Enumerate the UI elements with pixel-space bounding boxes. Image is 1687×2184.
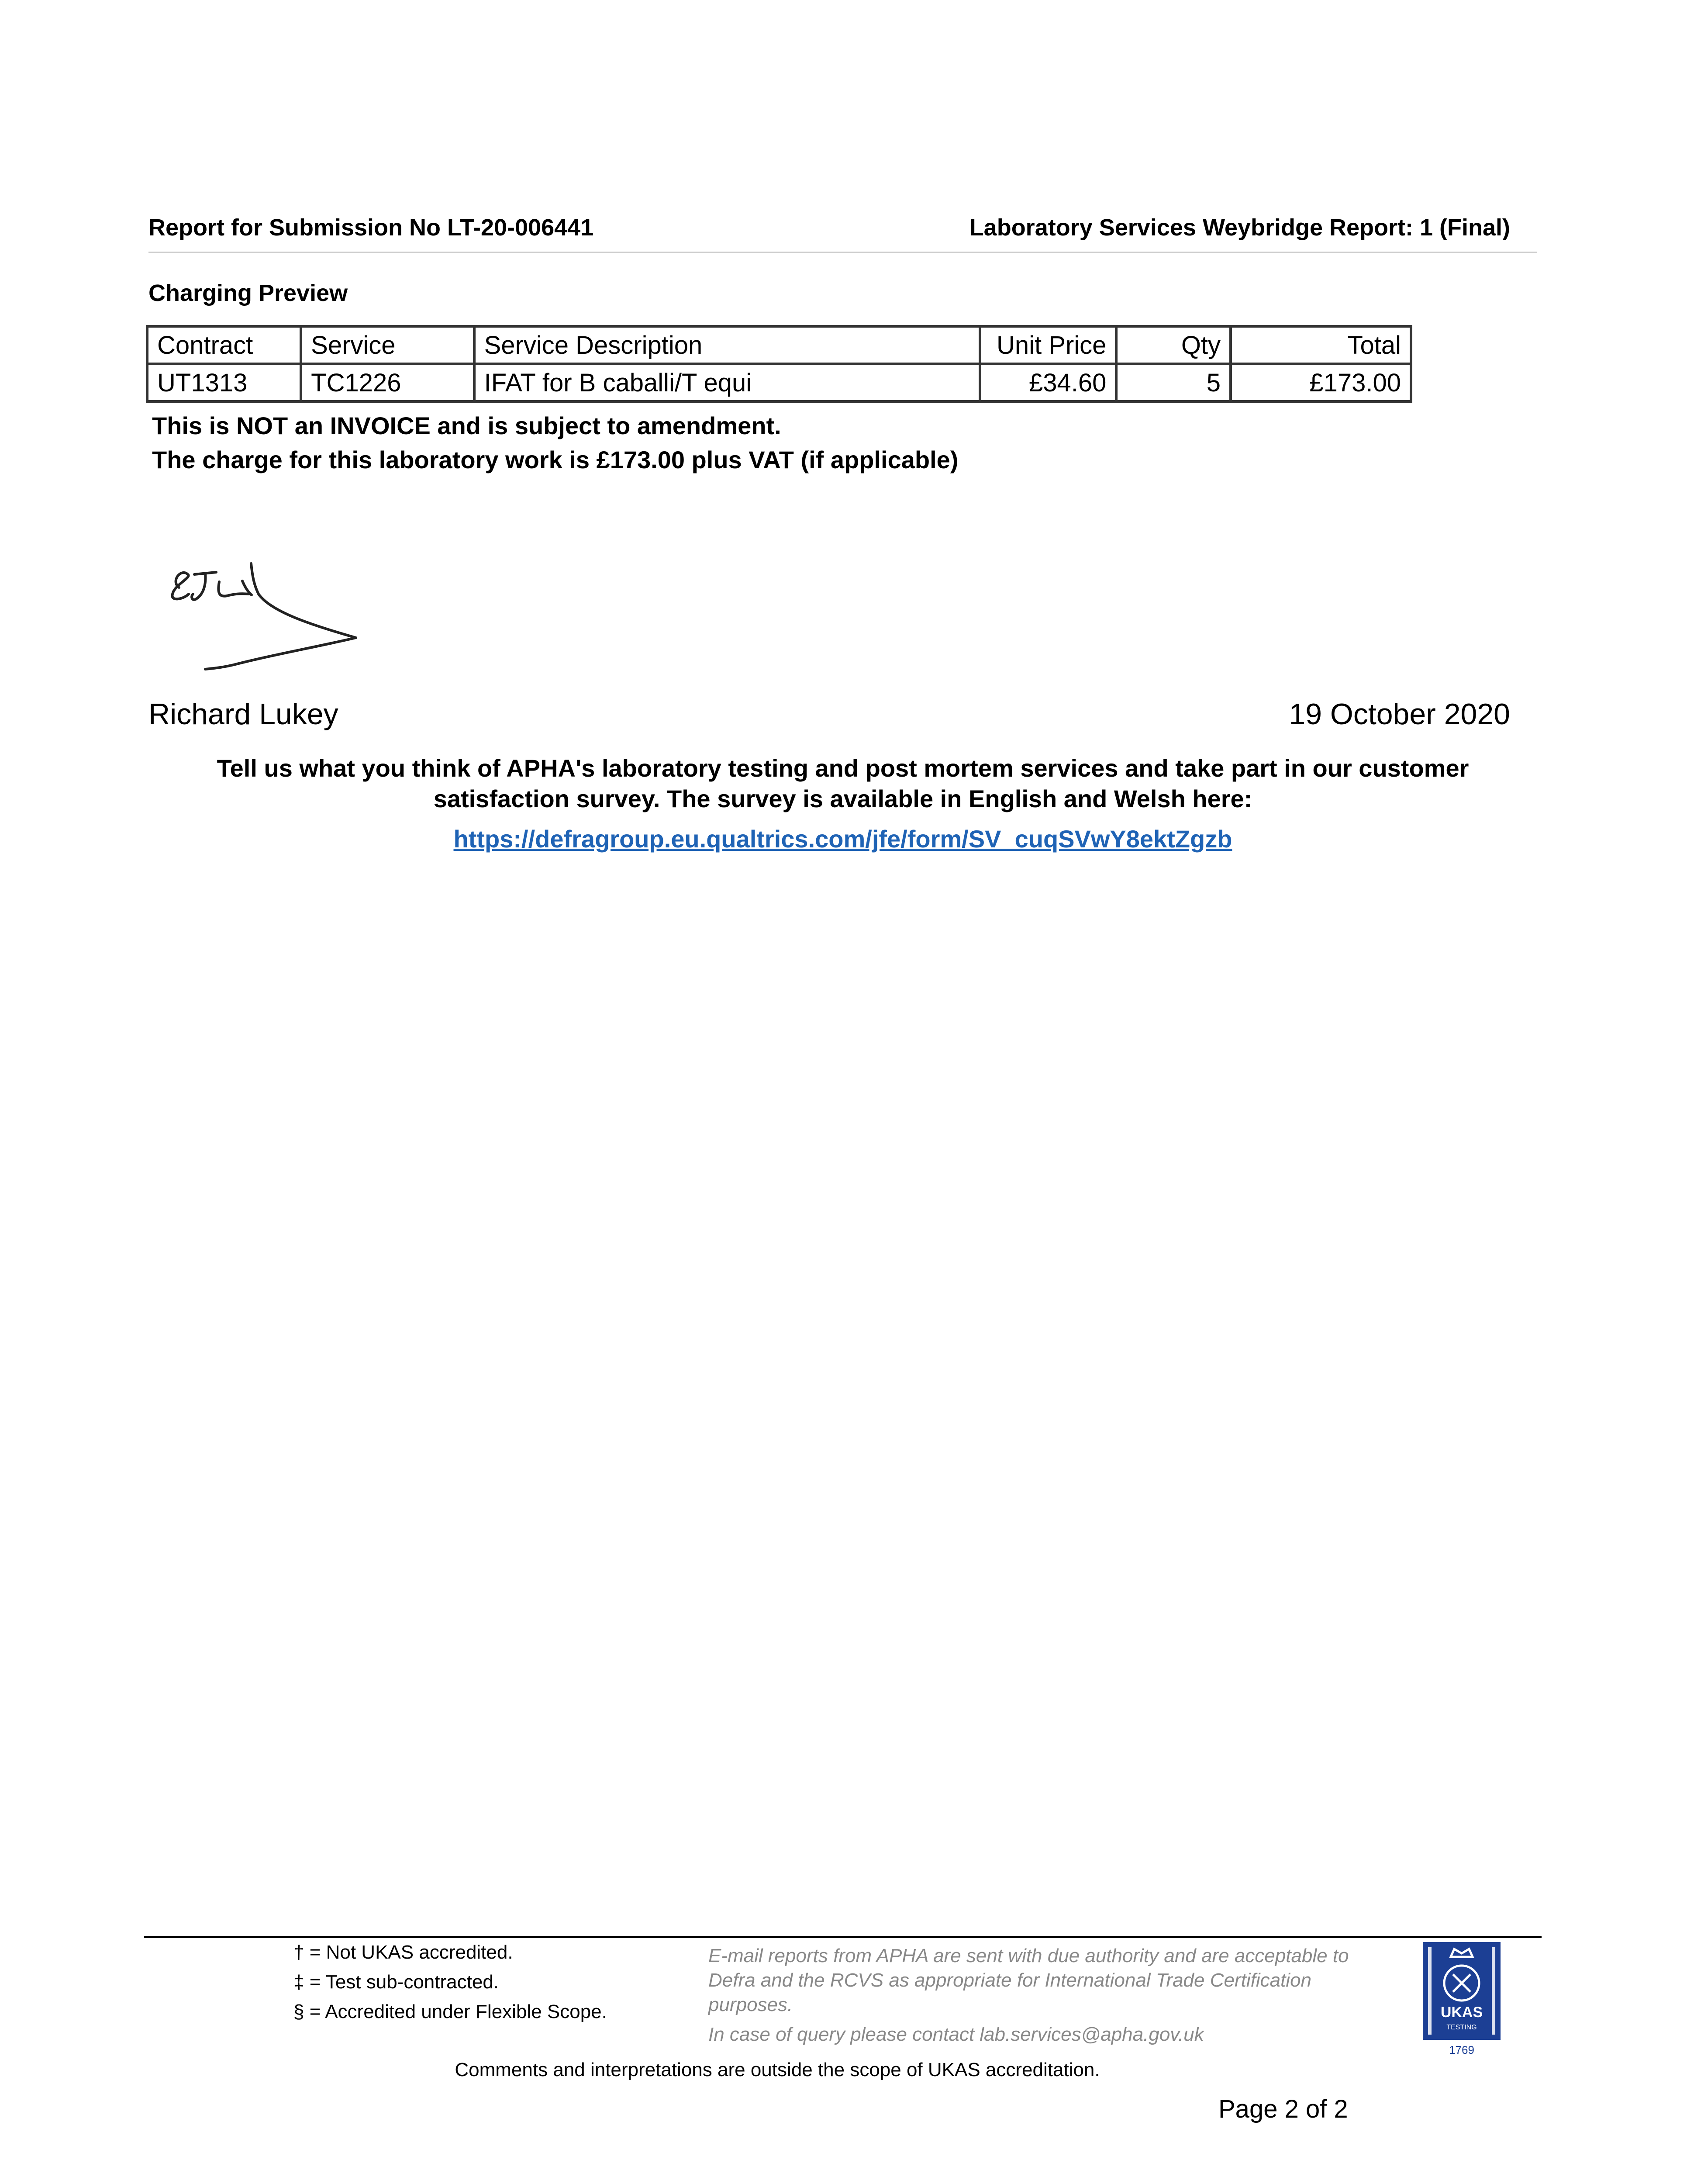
column-header-qty: Qty bbox=[1116, 326, 1231, 364]
ukas-number: 1769 bbox=[1449, 2043, 1474, 2056]
charging-preview-title: Charging Preview bbox=[148, 280, 348, 306]
ukas-comments-note: Comments and interpretations are outside the scope of UKAS accreditation. bbox=[455, 2059, 1100, 2080]
column-header-contract: Contract bbox=[147, 326, 301, 364]
cell-contract: UT1313 bbox=[147, 364, 301, 401]
signature-date: 19 October 2020 bbox=[1289, 698, 1510, 731]
submission-number: Report for Submission No LT-20-006441 bbox=[148, 214, 594, 241]
table-header-row bbox=[147, 326, 1411, 364]
page-number: Page 2 of 2 bbox=[1218, 2095, 1348, 2123]
legend-sub-contracted: ‡ = Test sub-contracted. bbox=[293, 1971, 499, 1993]
legend-flexible-scope: § = Accredited under Flexible Scope. bbox=[293, 2001, 607, 2022]
header-divider bbox=[148, 252, 1537, 253]
handwritten-signature bbox=[162, 550, 380, 690]
column-header-total: Total bbox=[1231, 326, 1411, 364]
cell-unit-price: £34.60 bbox=[980, 364, 1116, 401]
column-header-unit-price: Unit Price bbox=[980, 326, 1116, 364]
legend-not-accredited: † = Not UKAS accredited. bbox=[293, 1942, 513, 1963]
survey-invitation: Tell us what you think of APHA's laboratory testing and post mortem services and take part in our customer satisfaction survey. The survey is available in English and Welsh here: bbox=[217, 754, 1469, 812]
charging-table bbox=[146, 325, 1412, 403]
cell-qty: 5 bbox=[1116, 364, 1231, 401]
email-authority-note: E-mail reports from APHA are sent with due authority and are acceptable to Defra and the RCVS as appropriate for International Trade Certification purposes. bbox=[708, 1945, 1349, 2015]
report-title: Laboratory Services Weybridge Report: 1 (Final) bbox=[969, 214, 1510, 241]
ukas-logo bbox=[1420, 1939, 1503, 2060]
accreditation-legend bbox=[293, 1938, 607, 2027]
notice-not-invoice: This is NOT an INVOICE and is subject to amendment. bbox=[152, 412, 781, 439]
table-row bbox=[147, 364, 1411, 401]
cell-total: £173.00 bbox=[1231, 364, 1411, 401]
survey-link-container bbox=[148, 825, 1537, 853]
column-header-service: Service bbox=[301, 326, 474, 364]
column-header-service-description: Service Description bbox=[474, 326, 980, 364]
email-disclaimer bbox=[708, 1944, 1355, 2047]
ukas-label: UKAS bbox=[1440, 2004, 1483, 2021]
cell-service: TC1226 bbox=[301, 364, 474, 401]
notice-charge-total: The charge for this laboratory work is £173.00 plus VAT (if applicable) bbox=[152, 446, 959, 473]
cell-service-description: IFAT for B caballi/T equi bbox=[474, 364, 980, 401]
signatory-name: Richard Lukey bbox=[148, 698, 338, 731]
survey-link[interactable]: https://defragroup.eu.qualtrics.com/jfe/form/SV_cuqSVwY8ektZgzb bbox=[453, 825, 1232, 853]
invoice-notice bbox=[152, 409, 958, 477]
contact-note: In case of query please contact lab.services@apha.gov.uk bbox=[708, 2024, 1204, 2045]
ukas-sub-label: TESTING bbox=[1446, 2024, 1477, 2031]
